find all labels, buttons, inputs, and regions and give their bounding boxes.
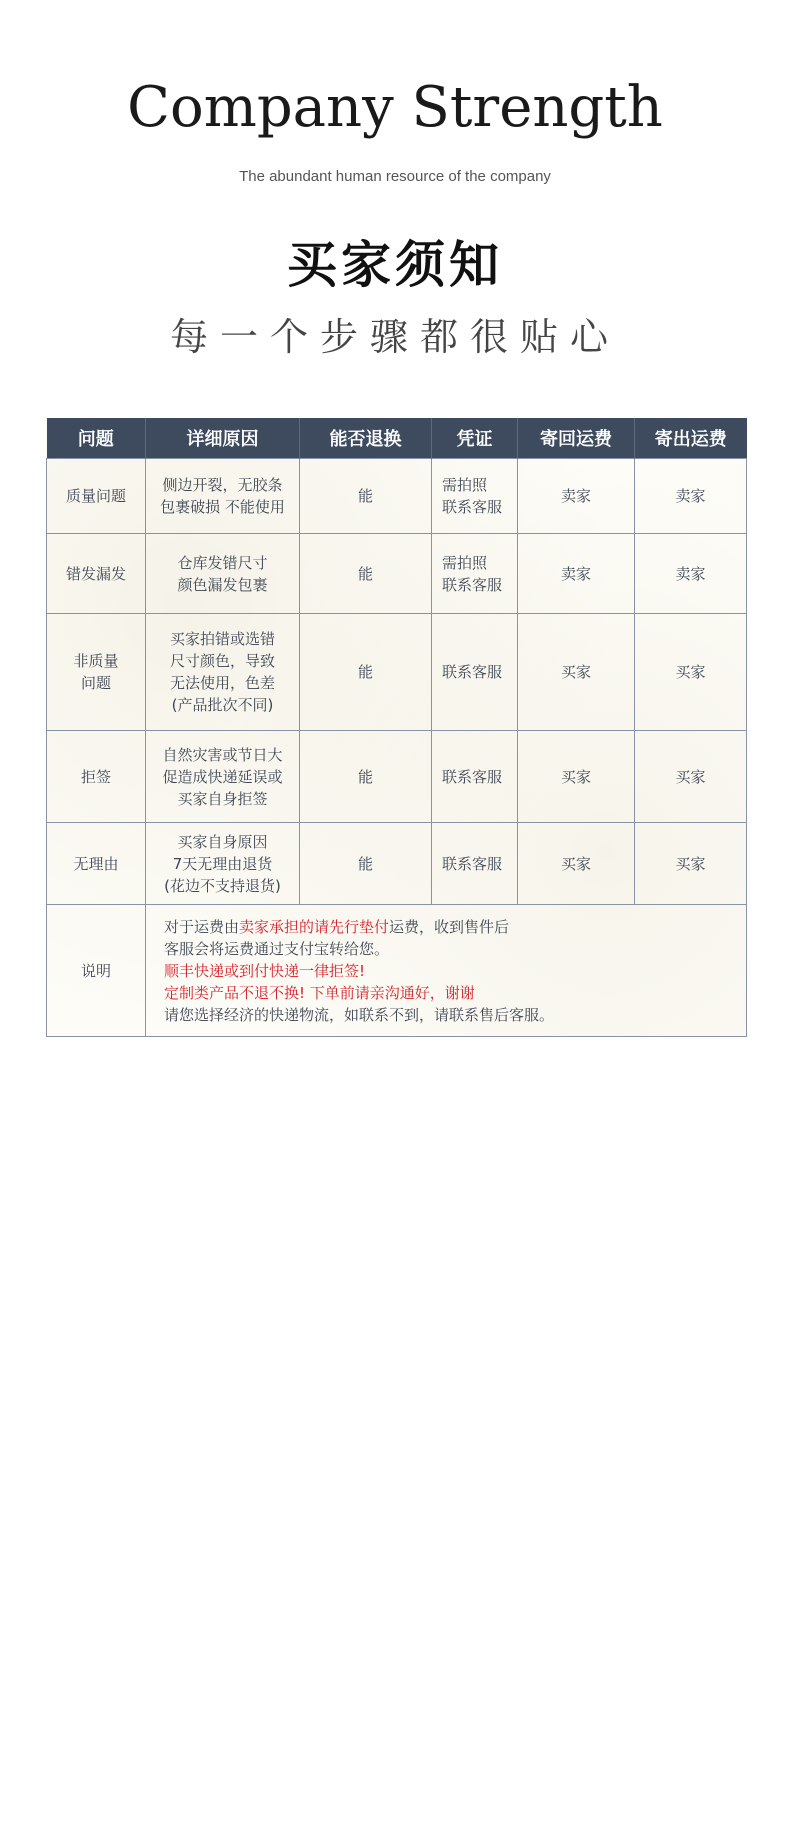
exchange-cell: 能 bbox=[300, 534, 432, 614]
reason-cell bbox=[146, 614, 300, 731]
note-label: 说明 bbox=[47, 905, 146, 1037]
reason-line: 促造成快递延误或 bbox=[162, 767, 283, 786]
issue-line: 问题 bbox=[80, 674, 111, 692]
return-fee-cell: 卖家 bbox=[518, 534, 635, 614]
send-fee-cell: 买家 bbox=[635, 823, 747, 905]
buyer-notice-table bbox=[46, 418, 746, 1037]
return-fee-cell: 卖家 bbox=[518, 459, 635, 534]
note-warning: 顺丰快递或到付快递一律拒签! bbox=[164, 961, 366, 980]
issue-cell: 拒签 bbox=[47, 731, 146, 823]
reason-line: 尺寸颜色，导致 bbox=[169, 652, 275, 670]
reason-line: 买家自身拒签 bbox=[177, 789, 268, 808]
send-fee-cell: 买家 bbox=[635, 731, 747, 823]
reason-cell bbox=[146, 731, 300, 823]
table-header-row bbox=[47, 418, 747, 459]
note-warning: 定制类产品不退不换! 下单前请亲沟通好，谢谢 bbox=[164, 983, 475, 1002]
proof-cell bbox=[432, 459, 518, 534]
proof-line: 联系客服 bbox=[442, 575, 503, 594]
issue-cell: 错发漏发 bbox=[47, 534, 146, 614]
page-title-en: Company Strength bbox=[127, 75, 663, 140]
header-reason: 详细原因 bbox=[146, 418, 300, 459]
issue-cell: 无理由 bbox=[47, 823, 146, 905]
reason-line: 7天无理由退货 bbox=[172, 854, 273, 873]
reason-line: 颜色漏发包裹 bbox=[177, 575, 268, 594]
note-line: 客服会将运费通过支付宝转给您。 bbox=[164, 939, 390, 958]
return-fee-cell: 买家 bbox=[518, 614, 635, 731]
table-row bbox=[47, 731, 747, 823]
note-line: 请您选择经济的快递物流，如联系不到，请联系售后客服。 bbox=[164, 1005, 555, 1024]
send-fee-cell: 买家 bbox=[635, 614, 747, 731]
issue-line: 非质量 bbox=[73, 652, 119, 670]
issue-cell bbox=[47, 614, 146, 731]
reason-cell bbox=[146, 459, 300, 534]
reason-line: 买家自身原因 bbox=[177, 832, 268, 851]
note-highlight: 卖家承担的请先行垫付 bbox=[239, 917, 390, 936]
return-fee-cell: 买家 bbox=[518, 731, 635, 823]
page-subtitle-en: The abundant human resource of the company bbox=[239, 168, 551, 185]
send-fee-cell: 卖家 bbox=[635, 459, 747, 534]
return-fee-cell: 买家 bbox=[518, 823, 635, 905]
header-return-fee: 寄回运费 bbox=[518, 418, 635, 459]
reason-cell bbox=[146, 534, 300, 614]
send-fee-cell: 卖家 bbox=[635, 534, 747, 614]
proof-line: 联系客服 bbox=[442, 498, 503, 516]
header-send-fee: 寄出运费 bbox=[635, 418, 747, 459]
header-proof: 凭证 bbox=[432, 418, 518, 459]
reason-line: 自然灾害或节日大 bbox=[162, 745, 283, 764]
reason-cell bbox=[146, 823, 300, 905]
note-text: 对于运费由 bbox=[164, 917, 240, 936]
reason-line: (产品批次不同) bbox=[171, 696, 274, 714]
table-row bbox=[47, 534, 747, 614]
header-issue: 问题 bbox=[47, 418, 146, 459]
reason-line: (花边不支持退货) bbox=[164, 876, 281, 895]
reason-line: 买家拍错或选错 bbox=[169, 630, 275, 648]
note-text: 运费，收到售件后 bbox=[389, 917, 510, 936]
note-content bbox=[146, 905, 747, 1037]
proof-cell: 联系客服 bbox=[432, 731, 518, 823]
table-row bbox=[47, 614, 747, 731]
proof-cell bbox=[432, 534, 518, 614]
reason-line: 无法使用，色差 bbox=[169, 674, 275, 692]
table-row bbox=[47, 823, 747, 905]
proof-cell: 联系客服 bbox=[432, 614, 518, 731]
section-subtitle-cn: 每一个步骤都很贴心 bbox=[169, 315, 620, 359]
table-row bbox=[47, 459, 747, 534]
proof-cell: 联系客服 bbox=[432, 823, 518, 905]
section-title-cn: 买家须知 bbox=[287, 235, 503, 294]
reason-line: 仓库发错尺寸 bbox=[177, 553, 268, 572]
reason-line: 包裹破损 不能使用 bbox=[160, 498, 285, 516]
exchange-cell: 能 bbox=[300, 823, 432, 905]
exchange-cell: 能 bbox=[300, 614, 432, 731]
exchange-cell: 能 bbox=[300, 459, 432, 534]
proof-line: 需拍照 bbox=[442, 476, 488, 494]
note-row bbox=[47, 905, 747, 1037]
proof-line: 需拍照 bbox=[442, 553, 488, 572]
note-line bbox=[164, 916, 740, 938]
header-exchange: 能否退换 bbox=[300, 418, 432, 459]
exchange-cell: 能 bbox=[300, 731, 432, 823]
reason-line: 侧边开裂，无胶条 bbox=[162, 476, 283, 494]
issue-cell: 质量问题 bbox=[47, 459, 146, 534]
